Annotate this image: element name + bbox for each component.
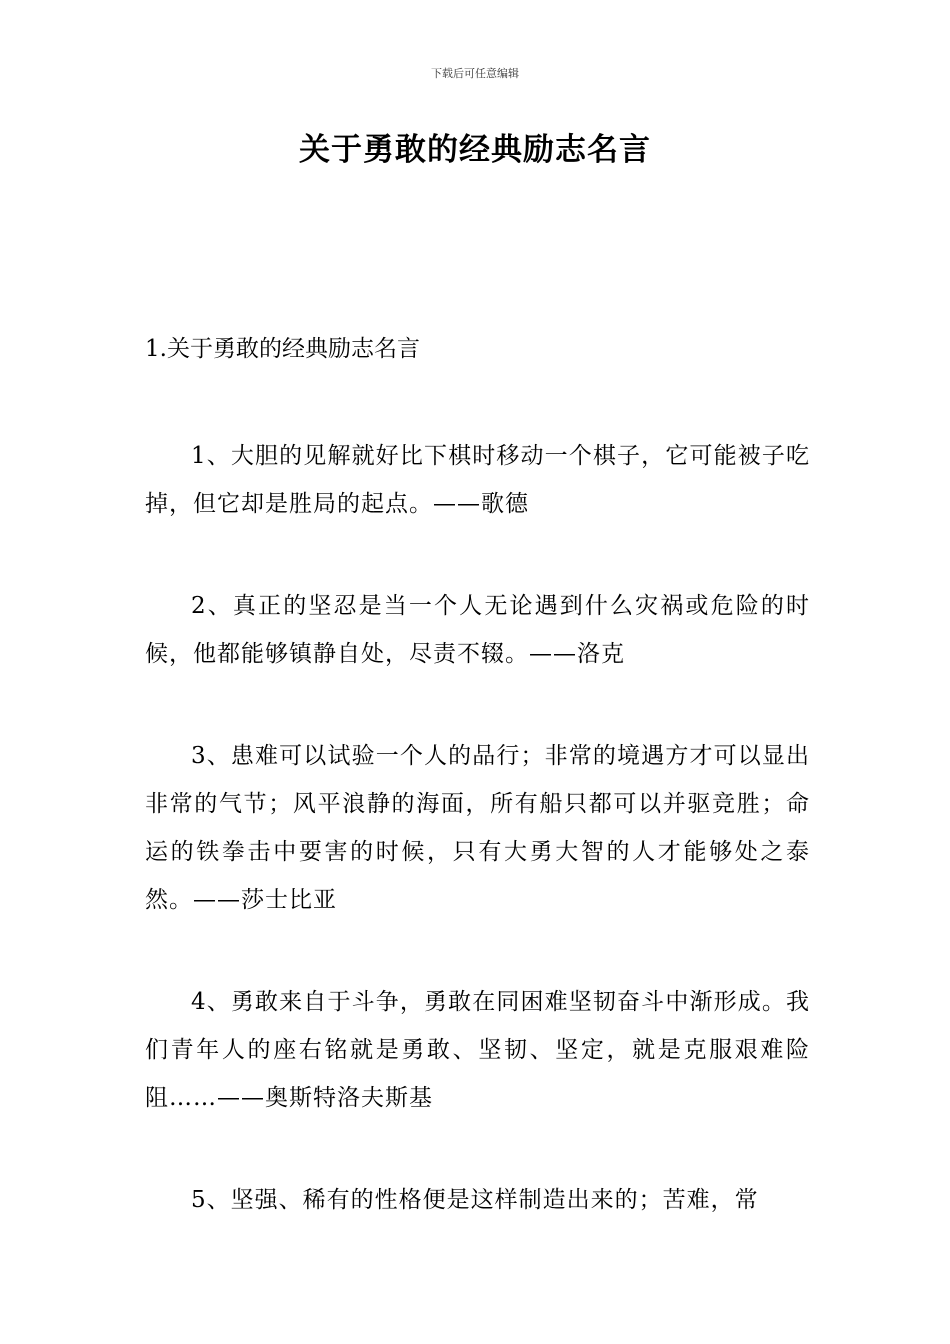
quote-paragraph-1: 1、大胆的见解就好比下棋时移动一个棋子，它可能被子吃掉，但它却是胜局的起点。——歌德 — [145, 443, 810, 517]
quote-paragraph-2: 2、真正的坚忍是当一个人无论遇到什么灾祸或危险的时候，他都能够镇静自处，尽责不辍。——洛克 — [145, 593, 810, 667]
document-title: 关于勇敢的经典励志名言 — [299, 132, 651, 168]
header-note: 下载后可任意编辑 — [431, 67, 519, 80]
quote-paragraph-4: 4、勇敢来自于斗争，勇敢在同困难坚韧奋斗中渐形成。我们青年人的座右铭就是勇敢、坚韧、坚定，就是克服艰难险阻……——奥斯特洛夫斯基 — [145, 989, 810, 1111]
document-body — [145, 330, 810, 1224]
quote-paragraph-5: 5、坚强、稀有的性格便是这样制造出来的；苦难，常 — [191, 1187, 759, 1213]
section-heading: 1.关于勇敢的经典励志名言 — [145, 336, 420, 362]
quote-paragraph-3: 3、患难可以试验一个人的品行；非常的境遇方才可以显出非常的气节；风平浪静的海面，所有船只都可以并驱竞胜；命运的铁拳击中要害的时候，只有大勇大智的人才能够处之泰然。——莎士比亚 — [145, 743, 810, 913]
